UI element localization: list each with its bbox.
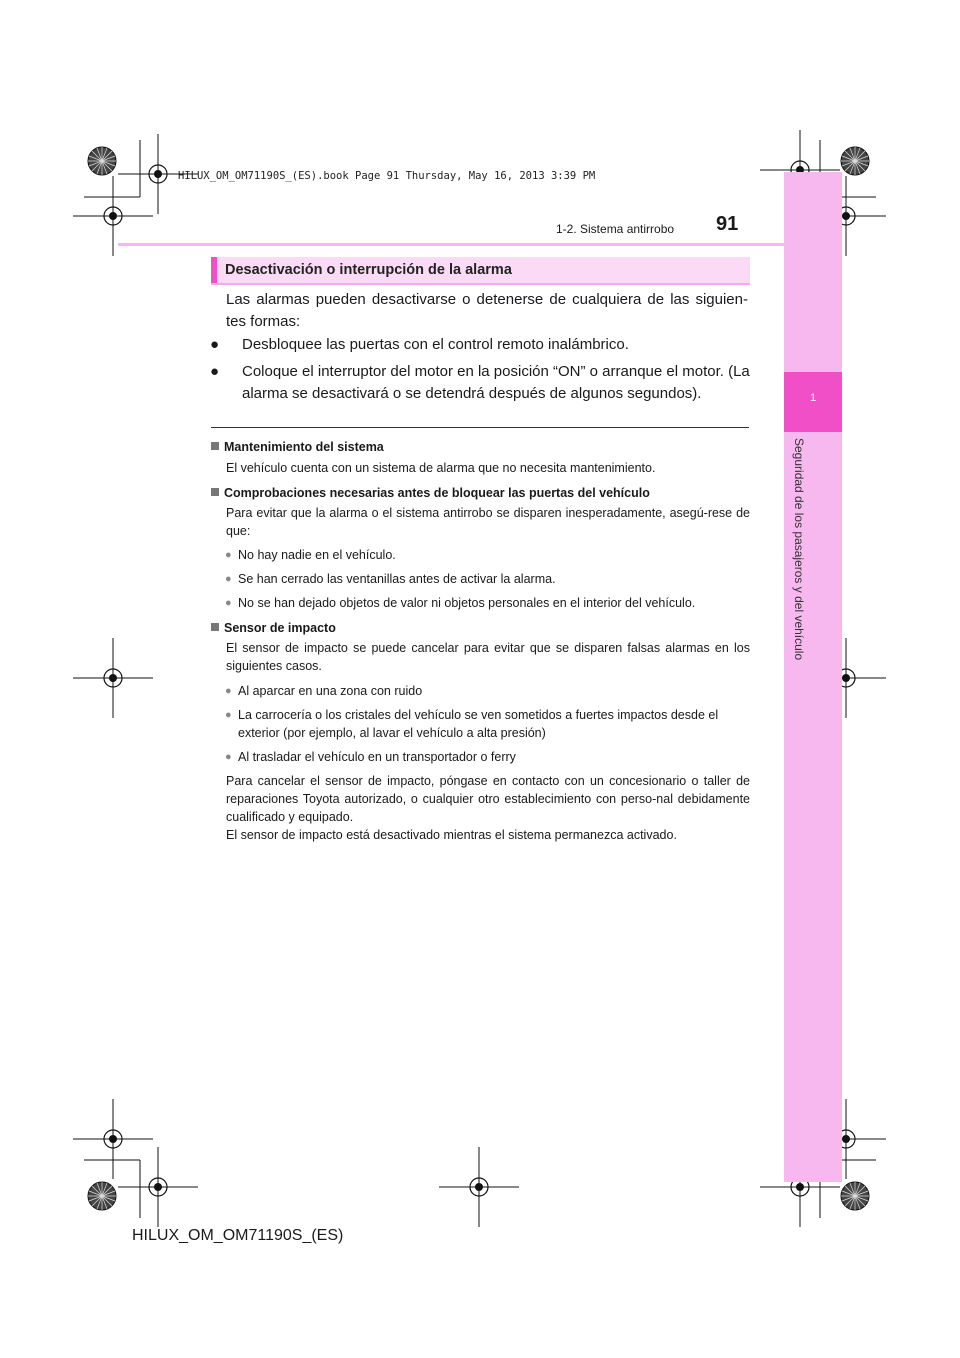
dot-icon: ● (225, 751, 232, 763)
divider (211, 427, 749, 428)
note-heading-checks: Comprobaciones necesarias antes de bloquear las puertas del vehículo (211, 484, 650, 502)
dot-icon: ● (225, 549, 232, 561)
footer-code: HILUX_OM_OM71190S_(ES) (132, 1227, 344, 1244)
note-heading-impact: Sensor de impacto (211, 619, 336, 637)
book-stamp: HILUX_OM_OM71190S_(ES).book Page 91 Thursday, May 16, 2013 3:39 PM (178, 170, 596, 182)
square-bullet-icon (211, 623, 219, 631)
header-rule (118, 243, 842, 246)
section-title: Desactivación o interrupción de la alarma (225, 262, 512, 278)
impact-item: La carrocería o los cristales del vehículo se ven sometidos a fuertes impactos desde el exterior (por ejemplo, al lavar el vehículo a alta presión) (238, 708, 719, 740)
bullet-2: Coloque el interruptor del motor en la posición “ON” o arranque el motor. (La alarma se desactivará o se detendrá después de algunos segundos). (242, 363, 750, 402)
bullet-dot: ● (210, 363, 220, 380)
dot-icon: ● (225, 685, 232, 697)
chapter-title: Seguridad de los pasajeros y del vehículo (792, 438, 806, 661)
heading-accent (211, 257, 217, 283)
check-item: No se han dejado objetos de valor ni objetos personales en el interior del vehículo. (238, 596, 696, 610)
dot-icon: ● (225, 597, 232, 609)
section-name: 1-2. Sistema antirrobo (556, 222, 675, 236)
impact-closing-1: Para cancelar el sensor de impacto, póngase en contacto con un concesionario o taller de reparaciones Toyota autorizado, o cualquier otro establecimiento con perso-nal debidamente cualificado y equipado. (226, 774, 750, 824)
impact-closing-2: El sensor de impacto está desactivado mientras el sistema permanezca activado. (226, 828, 677, 842)
page-number: 91 (716, 213, 739, 235)
bullet-dot: ● (210, 336, 220, 353)
check-item: Se han cerrado las ventanillas antes de activar la alarma. (238, 572, 556, 586)
square-bullet-icon (211, 442, 219, 450)
impact-item: Al aparcar en una zona con ruido (238, 684, 423, 698)
check-item: No hay nadie en el vehículo. (238, 548, 396, 562)
intro-text: Las alarmas pueden desactivarse o detenerse de cualquiera de las siguien-tes formas: (226, 291, 748, 330)
note-text-checks: Para evitar que la alarma o el sistema antirrobo se disparen inesperadamente, asegú-rese de que: (226, 506, 750, 538)
square-bullet-icon (211, 488, 219, 496)
dot-icon: ● (225, 573, 232, 585)
note-heading-maintenance: Mantenimiento del sistema (211, 438, 384, 456)
section-heading (211, 257, 750, 285)
dot-icon: ● (225, 709, 232, 721)
note-text-maintenance: El vehículo cuenta con un sistema de alarma que no necesita mantenimiento. (226, 461, 656, 475)
impact-item: Al trasladar el vehículo en un transportador o ferry (238, 750, 516, 764)
chapter-number: 1 (809, 392, 817, 404)
note-text-impact: El sensor de impacto se puede cancelar para evitar que se disparen falsas alarmas en los siguientes casos. (226, 641, 750, 673)
bullet-1: Desbloquee las puertas con el control remoto inalámbrico. (242, 336, 629, 353)
